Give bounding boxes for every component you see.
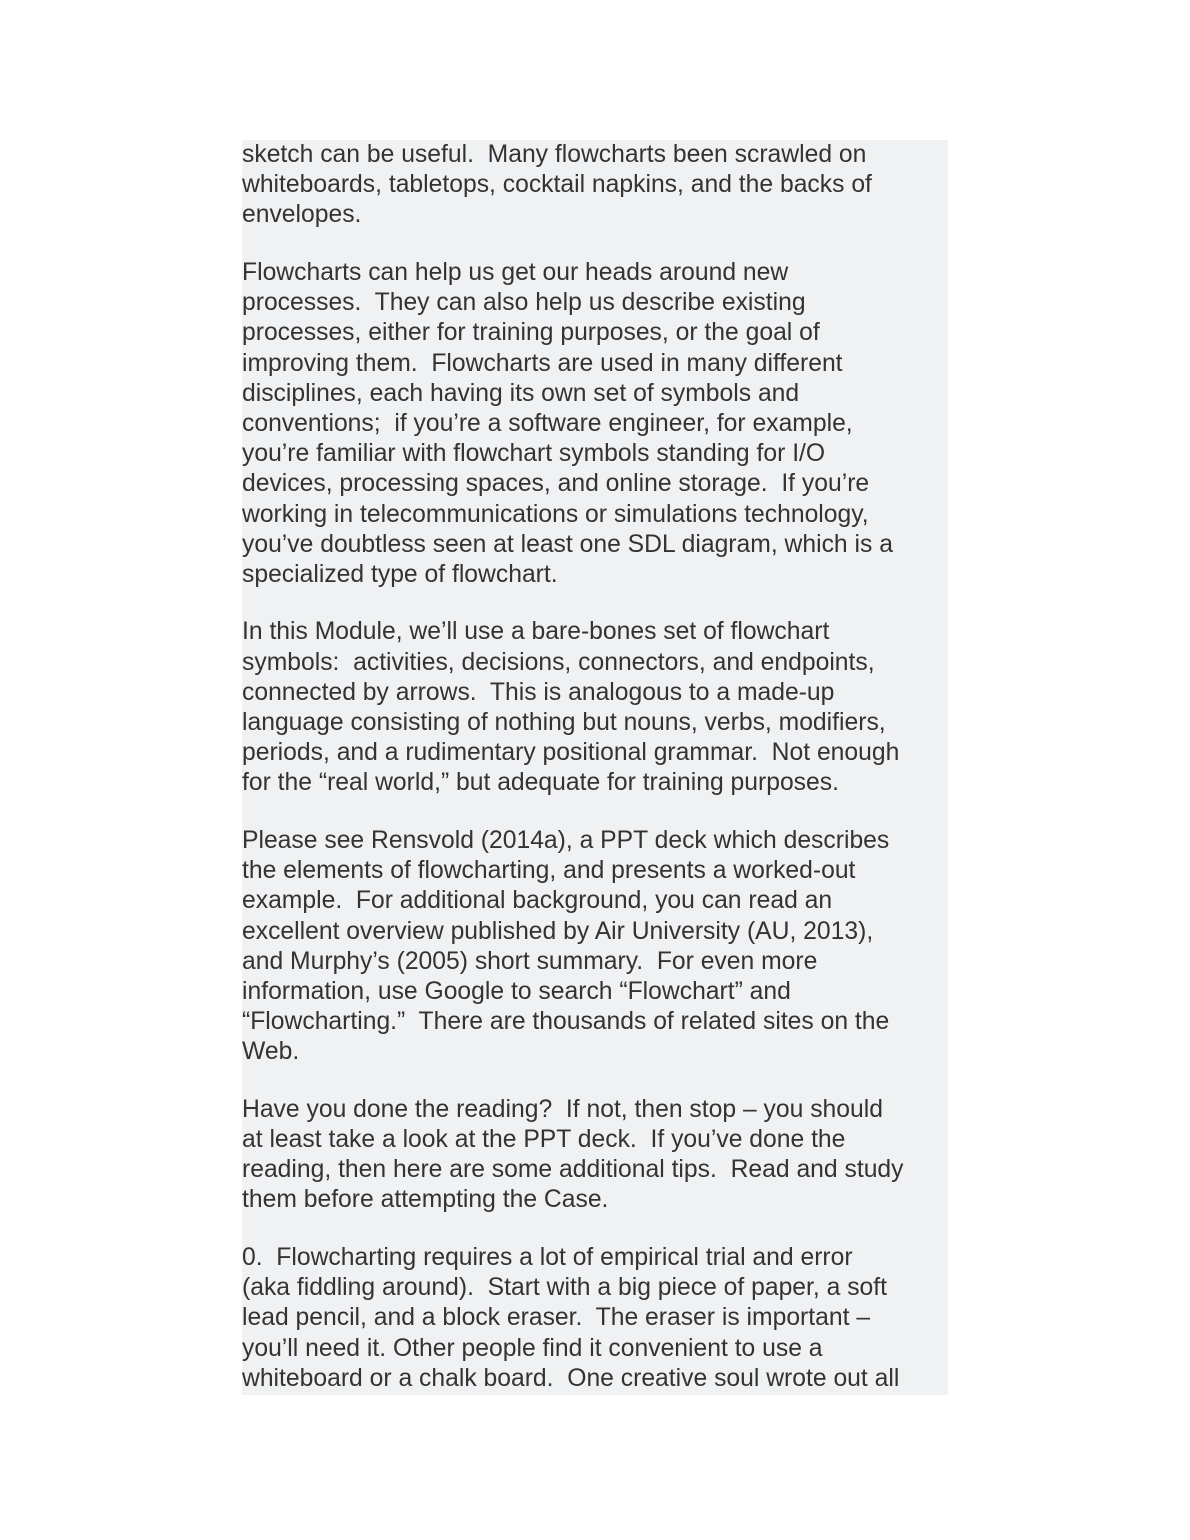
paragraph-line: excellent overview published by Air University (AU, 2013), <box>242 917 874 945</box>
paragraph-line: you’ll need it. Other people find it convenient to use a <box>242 1334 823 1362</box>
paragraph-line: periods, and a rudimentary positional grammar. Not enough <box>242 739 900 767</box>
paragraph-line: connected by arrows. This is analogous to a made-up <box>242 678 835 706</box>
paragraph-line: “Flowcharting.” There are thousands of related sites on the <box>242 1008 890 1036</box>
paragraph-line: Web. <box>242 1038 300 1066</box>
paragraph-line: lead pencil, and a block eraser. The eraser is important – <box>242 1304 871 1332</box>
paragraph-4 <box>242 826 948 1068</box>
paragraph-line: for the “real world,” but adequate for training purposes. <box>242 769 839 797</box>
paragraph-line: sketch can be useful. Many flowcharts been scrawled on <box>242 141 867 168</box>
paragraph-line: whiteboards, tabletops, cocktail napkins, and the backs of <box>242 171 872 199</box>
paragraph-line: language consisting of nothing but nouns, verbs, modifiers, <box>242 709 886 737</box>
paragraph-line: them before attempting the Case. <box>242 1186 609 1214</box>
paragraph-line: Flowcharts can help us get our heads around new <box>242 258 789 286</box>
paragraph-line: you’re familiar with flowchart symbols standing for I/O <box>242 440 826 468</box>
paragraph-line: symbols: activities, decisions, connectors, and endpoints, <box>242 648 875 676</box>
paragraph-line: the elements of flowcharting, and presents a worked-out <box>242 857 856 885</box>
paragraph-line: Please see Rensvold (2014a), a PPT deck which describes <box>242 826 890 854</box>
paragraph-line: Have you done the reading? If not, then stop – you should <box>242 1095 883 1123</box>
paragraph-2 <box>242 258 948 590</box>
paragraph-1 <box>242 140 948 231</box>
paragraph-line: In this Module, we’ll use a bare-bones set of flowchart <box>242 618 830 646</box>
paragraph-line: envelopes. <box>242 201 362 229</box>
paragraph-line: (aka fiddling around). Start with a big piece of paper, a soft <box>242 1274 887 1302</box>
paragraph-line: you’ve doubtless seen at least one SDL diagram, which is a <box>242 530 893 558</box>
paragraph-3 <box>242 617 948 798</box>
paragraph-line: and Murphy’s (2005) short summary. For even more <box>242 947 818 975</box>
paragraph-5 <box>242 1095 948 1216</box>
paragraph-line: reading, then here are some additional tips. Read and study <box>242 1156 904 1184</box>
paragraph-line: improving them. Flowcharts are used in many different <box>242 349 843 377</box>
paragraph-line: information, use Google to search “Flowchart” and <box>242 977 791 1005</box>
paragraph-line: whiteboard or a chalk board. One creative soul wrote out all <box>242 1364 900 1392</box>
paragraph-line: processes. They can also help us describe existing <box>242 289 806 317</box>
paragraph-line: specialized type of flowchart. <box>242 560 558 588</box>
paragraph-line: processes, either for training purposes, or the goal of <box>242 319 820 347</box>
text-block <box>242 140 948 1395</box>
paragraph-line: disciplines, each having its own set of symbols and <box>242 379 800 407</box>
paragraph-line: conventions; if you’re a software engineer, for example, <box>242 409 853 437</box>
paragraph-line: 0. Flowcharting requires a lot of empirical trial and error <box>242 1243 853 1271</box>
paragraph-line: example. For additional background, you can read an <box>242 887 833 915</box>
paragraph-line: working in telecommunications or simulations technology, <box>242 500 869 528</box>
paragraph-line: at least take a look at the PPT deck. If you’ve done the <box>242 1126 846 1154</box>
paragraph-6 <box>242 1243 948 1394</box>
paragraph-line: devices, processing spaces, and online storage. If you’re <box>242 470 870 498</box>
